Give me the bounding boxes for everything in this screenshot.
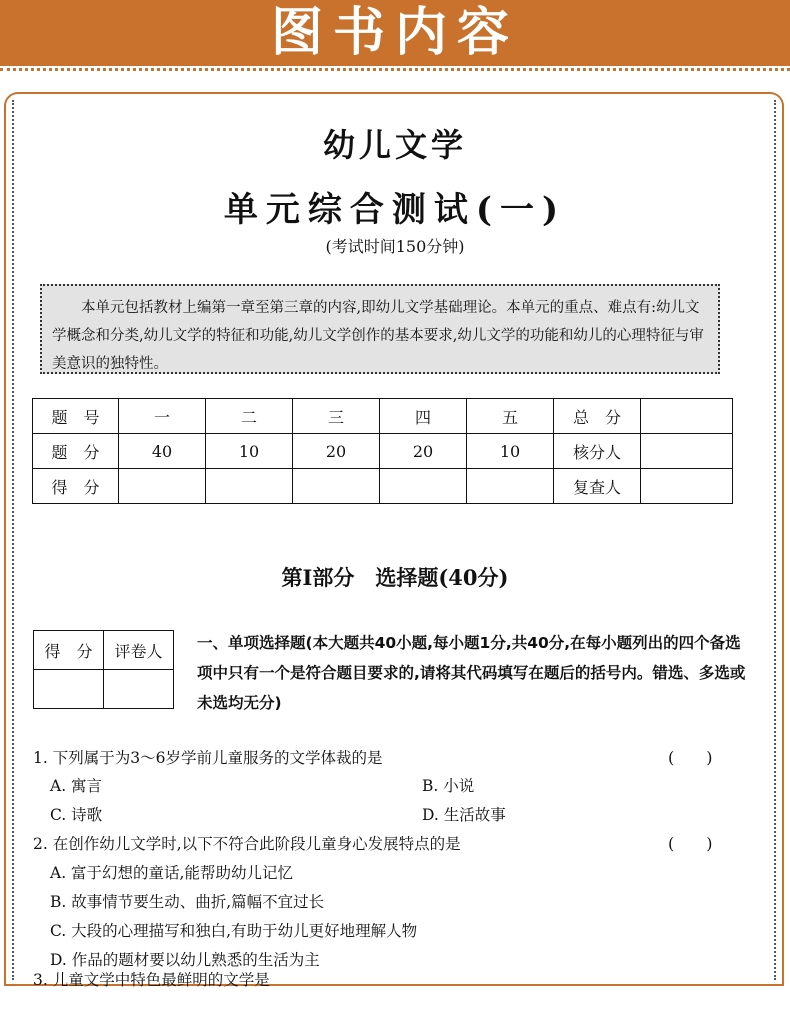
cell-blank (380, 469, 467, 504)
part-title: 第Ⅰ部分 选择题(40分) (281, 565, 509, 590)
cell: 三 (293, 399, 380, 434)
cell: 总 分 (554, 399, 641, 434)
question-3-stem: 3. 儿童文学中特色最鲜明的文学是 (33, 971, 270, 989)
question-1-option-b: B. 小说 (422, 777, 475, 795)
question-1-answer-paren: ( ) (668, 748, 713, 767)
subject-title: 幼儿文学 (322, 126, 467, 164)
exam-duration: (考试时间150分钟) (325, 237, 465, 256)
question-1-option-c: C. 诗歌 (50, 806, 103, 824)
cell-header: 题 分 (33, 434, 119, 469)
question-2-stem: 2. 在创作幼儿文学时,以下不符合此阶段儿童身心发展特点的是 (33, 835, 461, 853)
score-row-question-numbers (33, 399, 733, 434)
score-row-points (33, 434, 733, 469)
cell: 五 (467, 399, 554, 434)
question-2-option-b: B. 故事情节要生动、曲折,篇幅不宜过长 (50, 893, 325, 911)
cell: 40 (119, 434, 206, 469)
cell: 20 (293, 434, 380, 469)
cell-header: 题 号 (33, 399, 119, 434)
right-dotted-border (774, 100, 776, 980)
grader-score-label: 得 分 (34, 631, 104, 670)
grader-name-label: 评卷人 (104, 631, 174, 670)
grader-name-blank (104, 670, 174, 709)
cell-blank (206, 469, 293, 504)
unit-intro-text: 本单元包括教材上编第一章至第三章的内容,即幼儿文学基础理论。本单元的重点、难点有:幼儿文学概念和分类,幼儿文学的特征和功能,幼儿文学创作的基本要求,幼儿文学的功能和幼儿的心理特征与审美意识的独特性。 (52, 300, 704, 372)
cell: 一 (119, 399, 206, 434)
question-2-option-d: D. 作品的题材要以幼儿熟悉的生活为主 (50, 951, 320, 969)
cell: 二 (206, 399, 293, 434)
cell-blank (119, 469, 206, 504)
cell-blank (641, 399, 733, 434)
question-1-option-d: D. 生活故事 (422, 806, 506, 824)
grader-table (33, 630, 174, 709)
cell: 核分人 (554, 434, 641, 469)
cell: 复查人 (554, 469, 641, 504)
question-2-option-a: A. 富于幻想的童话,能帮助幼儿记忆 (50, 864, 293, 882)
banner-title: 图书内容 (270, 3, 519, 63)
question-2-option-c: C. 大段的心理描写和独白,有助于幼儿更好地理解人物 (50, 922, 418, 940)
question-1-stem: 1. 下列属于为3～6岁学前儿童服务的文学体裁的是 (33, 749, 383, 767)
section-instruction: 一、单项选择题(本大题共40小题,每小题1分,共40分,在每小题列出的四个备选项中只有一个是符合题目要求的,请将其代码填写在题后的括号内。错选、多选或未选均无分) (197, 634, 746, 712)
left-dotted-border (12, 100, 14, 980)
cell: 10 (467, 434, 554, 469)
cell-blank (641, 469, 733, 504)
question-2-answer-paren: ( ) (668, 834, 713, 853)
cell-blank (467, 469, 554, 504)
cell-blank (641, 434, 733, 469)
cell: 20 (380, 434, 467, 469)
cell: 10 (206, 434, 293, 469)
grader-score-blank (34, 670, 104, 709)
unit-intro-box (40, 284, 720, 374)
cell-blank (293, 469, 380, 504)
banner-dotted-divider (0, 68, 790, 71)
question-1-option-a: A. 寓言 (50, 777, 103, 795)
cell-header: 得 分 (33, 469, 119, 504)
score-row-earned (33, 469, 733, 504)
score-table (32, 398, 733, 504)
unit-test-title: 单元综合测试(一) (223, 190, 567, 230)
cell: 四 (380, 399, 467, 434)
question-3-cutoff (33, 971, 633, 989)
